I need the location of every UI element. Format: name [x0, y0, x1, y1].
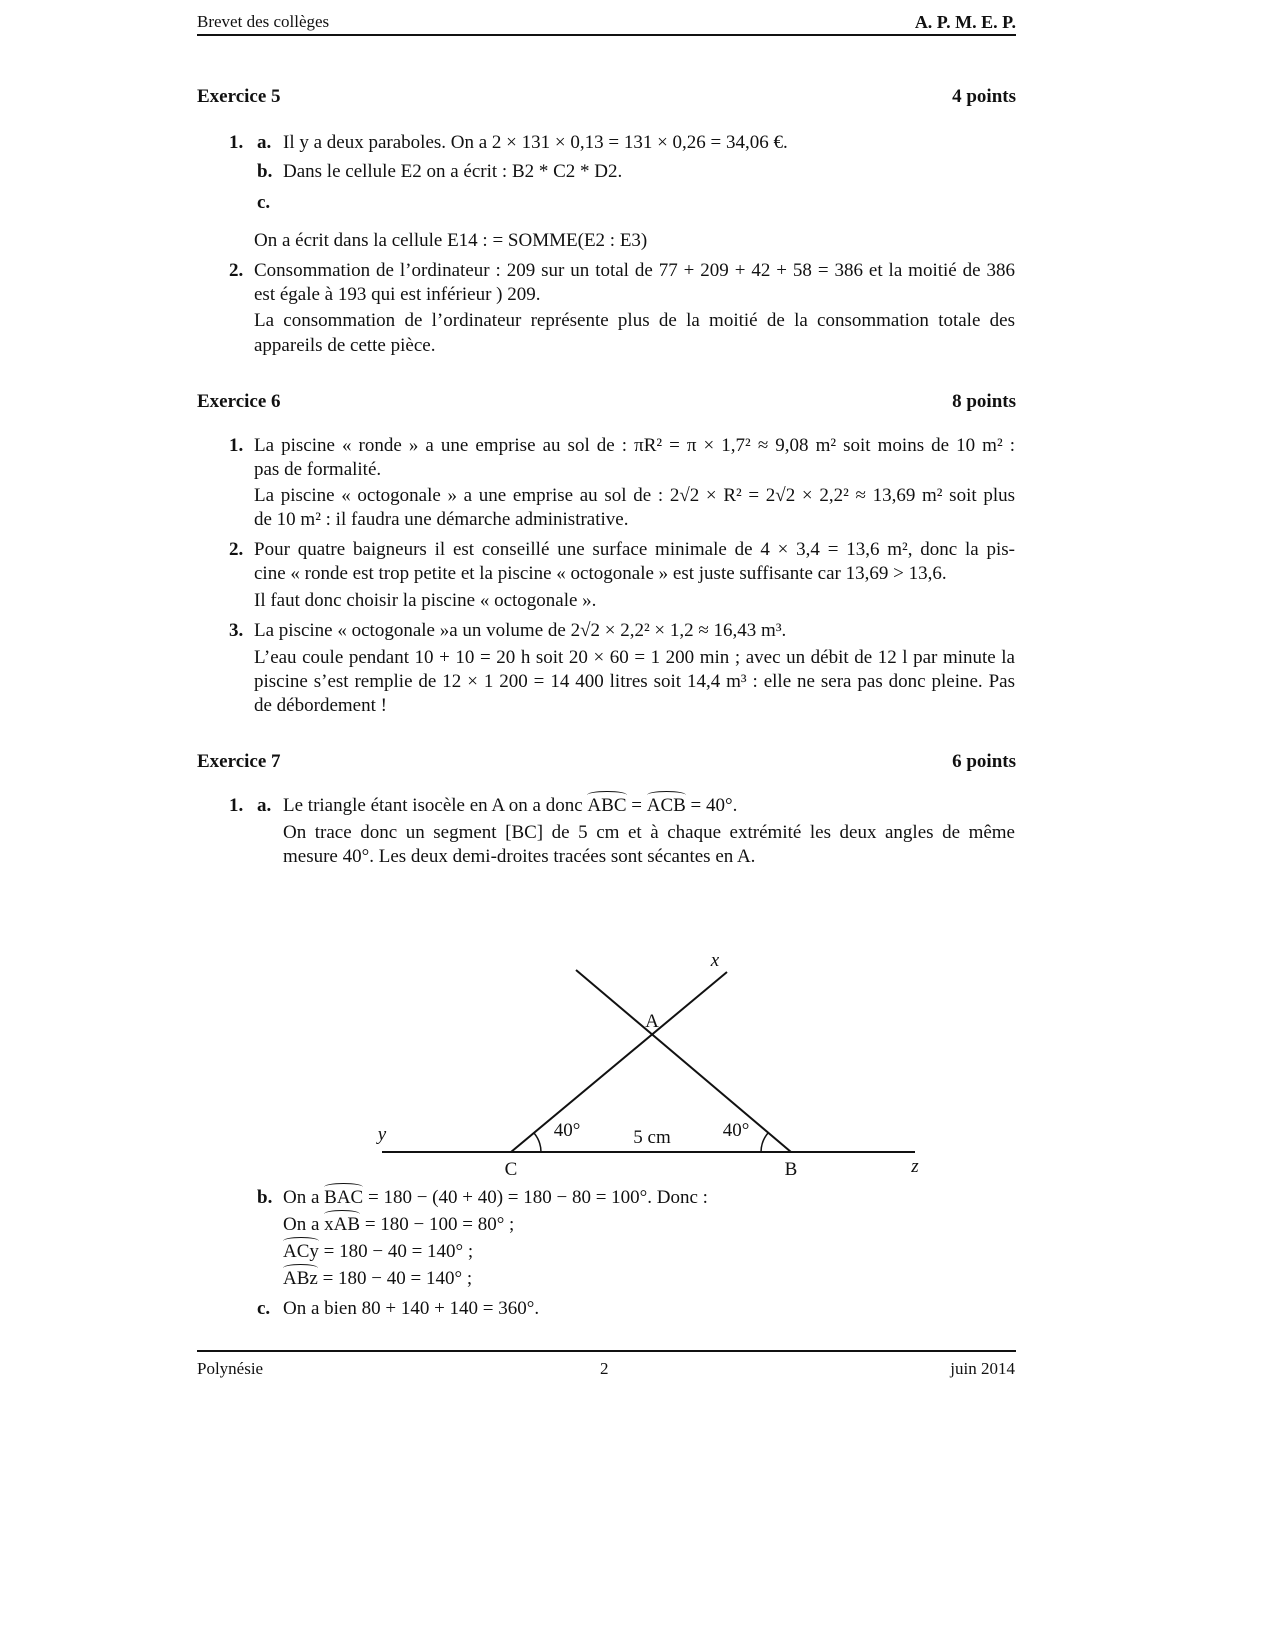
text: =: [626, 795, 647, 816]
label-z: z: [911, 1156, 919, 1177]
label-c: C: [504, 1159, 518, 1180]
q-number: 1.: [229, 132, 244, 153]
label-x: x: [710, 950, 720, 971]
text: On a: [283, 1214, 325, 1235]
label-angle-b: 40°: [722, 1120, 750, 1141]
header-right: A. P. M. E. P.: [914, 12, 1016, 32]
q-number: 1.: [229, 795, 244, 816]
answer-text: On trace donc un segment [BC] de 5 cm et à chaque extrémité les deux angles de même: [283, 822, 1015, 843]
angle-acy: ACy: [283, 1241, 319, 1262]
answer-text: mesure 40°. Les deux demi-droites tracées sont sécantes en A.: [283, 846, 756, 867]
answer-text: de 10 m² : il faudra une démarche administrative.: [254, 509, 629, 530]
q-number: 2.: [229, 539, 244, 560]
ex5-points: 4 points: [952, 86, 1016, 107]
angle-bac: BAC: [324, 1187, 364, 1208]
ray-b: [576, 970, 791, 1152]
answer-text: La piscine « octogonale »a un volume de 2√2 × 2,2² × 1,2 ≈ 16,43 m³.: [254, 620, 787, 641]
answer-text: piscine s’est remplie de 12 × 1 200 = 14 400 litres soit 14,4 m³ : elle ne sera pas donc pleine. Pas: [254, 671, 1015, 692]
answer-text: La piscine « ronde » a une emprise au sol de : πR² = π × 1,7² ≈ 9,08 m² soit moins de 10 m² :: [254, 435, 1015, 456]
angle-acb: ACB: [646, 795, 686, 816]
angle-abc: ABC: [587, 795, 627, 816]
ex5-title: Exercice 5: [197, 86, 281, 107]
answer-text: Consommation de l’ordinateur : 209 sur un total de 77 + 209 + 42 + 58 = 386 et la moitié de 386: [254, 260, 1015, 281]
ex6-points: 8 points: [952, 391, 1016, 412]
text: = 180 − (40 + 40) = 180 − 80 = 100°. Donc :: [363, 1187, 708, 1208]
sub-label: c.: [257, 192, 271, 213]
footer-left: Polynésie: [197, 1359, 264, 1378]
ex7-points: 6 points: [952, 751, 1016, 772]
ray-cx: [511, 972, 727, 1152]
answer-text: On a écrit dans la cellule E14 : = SOMME(E2 : E3): [254, 230, 648, 251]
angle-xab: xAB: [324, 1214, 361, 1235]
answer-text: Il faut donc choisir la piscine « octogonale ».: [254, 590, 597, 611]
text: = 180 − 40 = 140° ;: [317, 1268, 473, 1289]
answer-text: appareils de cette pièce.: [254, 335, 436, 356]
answer-text: [283, 1267, 472, 1291]
q-number: 3.: [229, 620, 244, 641]
ex6-title: Exercice 6: [197, 391, 281, 412]
q-number: 1.: [229, 435, 244, 456]
answer-text: [283, 1186, 708, 1210]
footer-rule: [197, 1350, 1016, 1352]
label-y: y: [377, 1124, 387, 1145]
sub-label: b.: [257, 161, 273, 182]
angle-arc-b: [761, 1133, 768, 1152]
label-bc: 5 cm: [633, 1127, 671, 1148]
angle-abz: ABz: [283, 1268, 318, 1289]
text: On a: [283, 1187, 325, 1208]
answer-text: Pour quatre baigneurs il est conseillé une surface minimale de 4 × 3,4 = 13,6 m², donc la pis-: [254, 539, 1015, 560]
text: = 180 − 100 = 80° ;: [360, 1214, 515, 1235]
text: = 40°.: [685, 795, 738, 816]
label-b: B: [784, 1159, 798, 1180]
answer-text: Dans le cellule E2 on a écrit : B2 * C2 * D2.: [283, 161, 623, 182]
text: Le triangle étant isocèle en A on a donc: [283, 795, 588, 816]
sub-label: b.: [257, 1187, 273, 1208]
page-number: 2: [600, 1359, 609, 1378]
angle-arc-c: [534, 1133, 541, 1152]
label-angle-c: 40°: [553, 1120, 581, 1141]
answer-text: On a bien 80 + 140 + 140 = 360°.: [283, 1298, 540, 1319]
header-left: Brevet des collèges: [197, 12, 330, 31]
answer-text: La consommation de l’ordinateur représente plus de la moitié de la consommation totale des: [254, 310, 1015, 331]
answer-text: Il y a deux paraboles. On a 2 × 131 × 0,13 = 131 × 0,26 = 34,06 €.: [283, 132, 788, 153]
answer-text: L’eau coule pendant 10 + 10 = 20 h soit 20 × 60 = 1 200 min ; avec un débit de 12 l par minute la: [254, 647, 1015, 668]
answer-text: La piscine « octogonale » a une emprise au sol de : 2√2 × R² = 2√2 × 2,2² ≈ 13,69 m² soit plus: [254, 485, 1015, 506]
answer-text: de débordement !: [254, 695, 387, 716]
q-number: 2.: [229, 260, 244, 281]
answer-text: [283, 1213, 514, 1237]
footer-right: juin 2014: [950, 1359, 1015, 1378]
label-a: A: [645, 1011, 659, 1032]
sub-label: c.: [257, 1298, 271, 1319]
sub-label: a.: [257, 132, 272, 153]
ex7-title: Exercice 7: [197, 751, 281, 772]
answer-text: est égale à 193 qui est inférieur ) 209.: [254, 284, 541, 305]
answer-text: cine « ronde est trop petite et la piscine « octogonale » est juste suffisante car 13,69 > 13,6.: [254, 563, 947, 584]
text: = 180 − 40 = 140° ;: [318, 1241, 474, 1262]
sub-label: a.: [257, 795, 272, 816]
answer-text: pas de formalité.: [254, 459, 382, 480]
answer-text: [283, 1240, 473, 1264]
